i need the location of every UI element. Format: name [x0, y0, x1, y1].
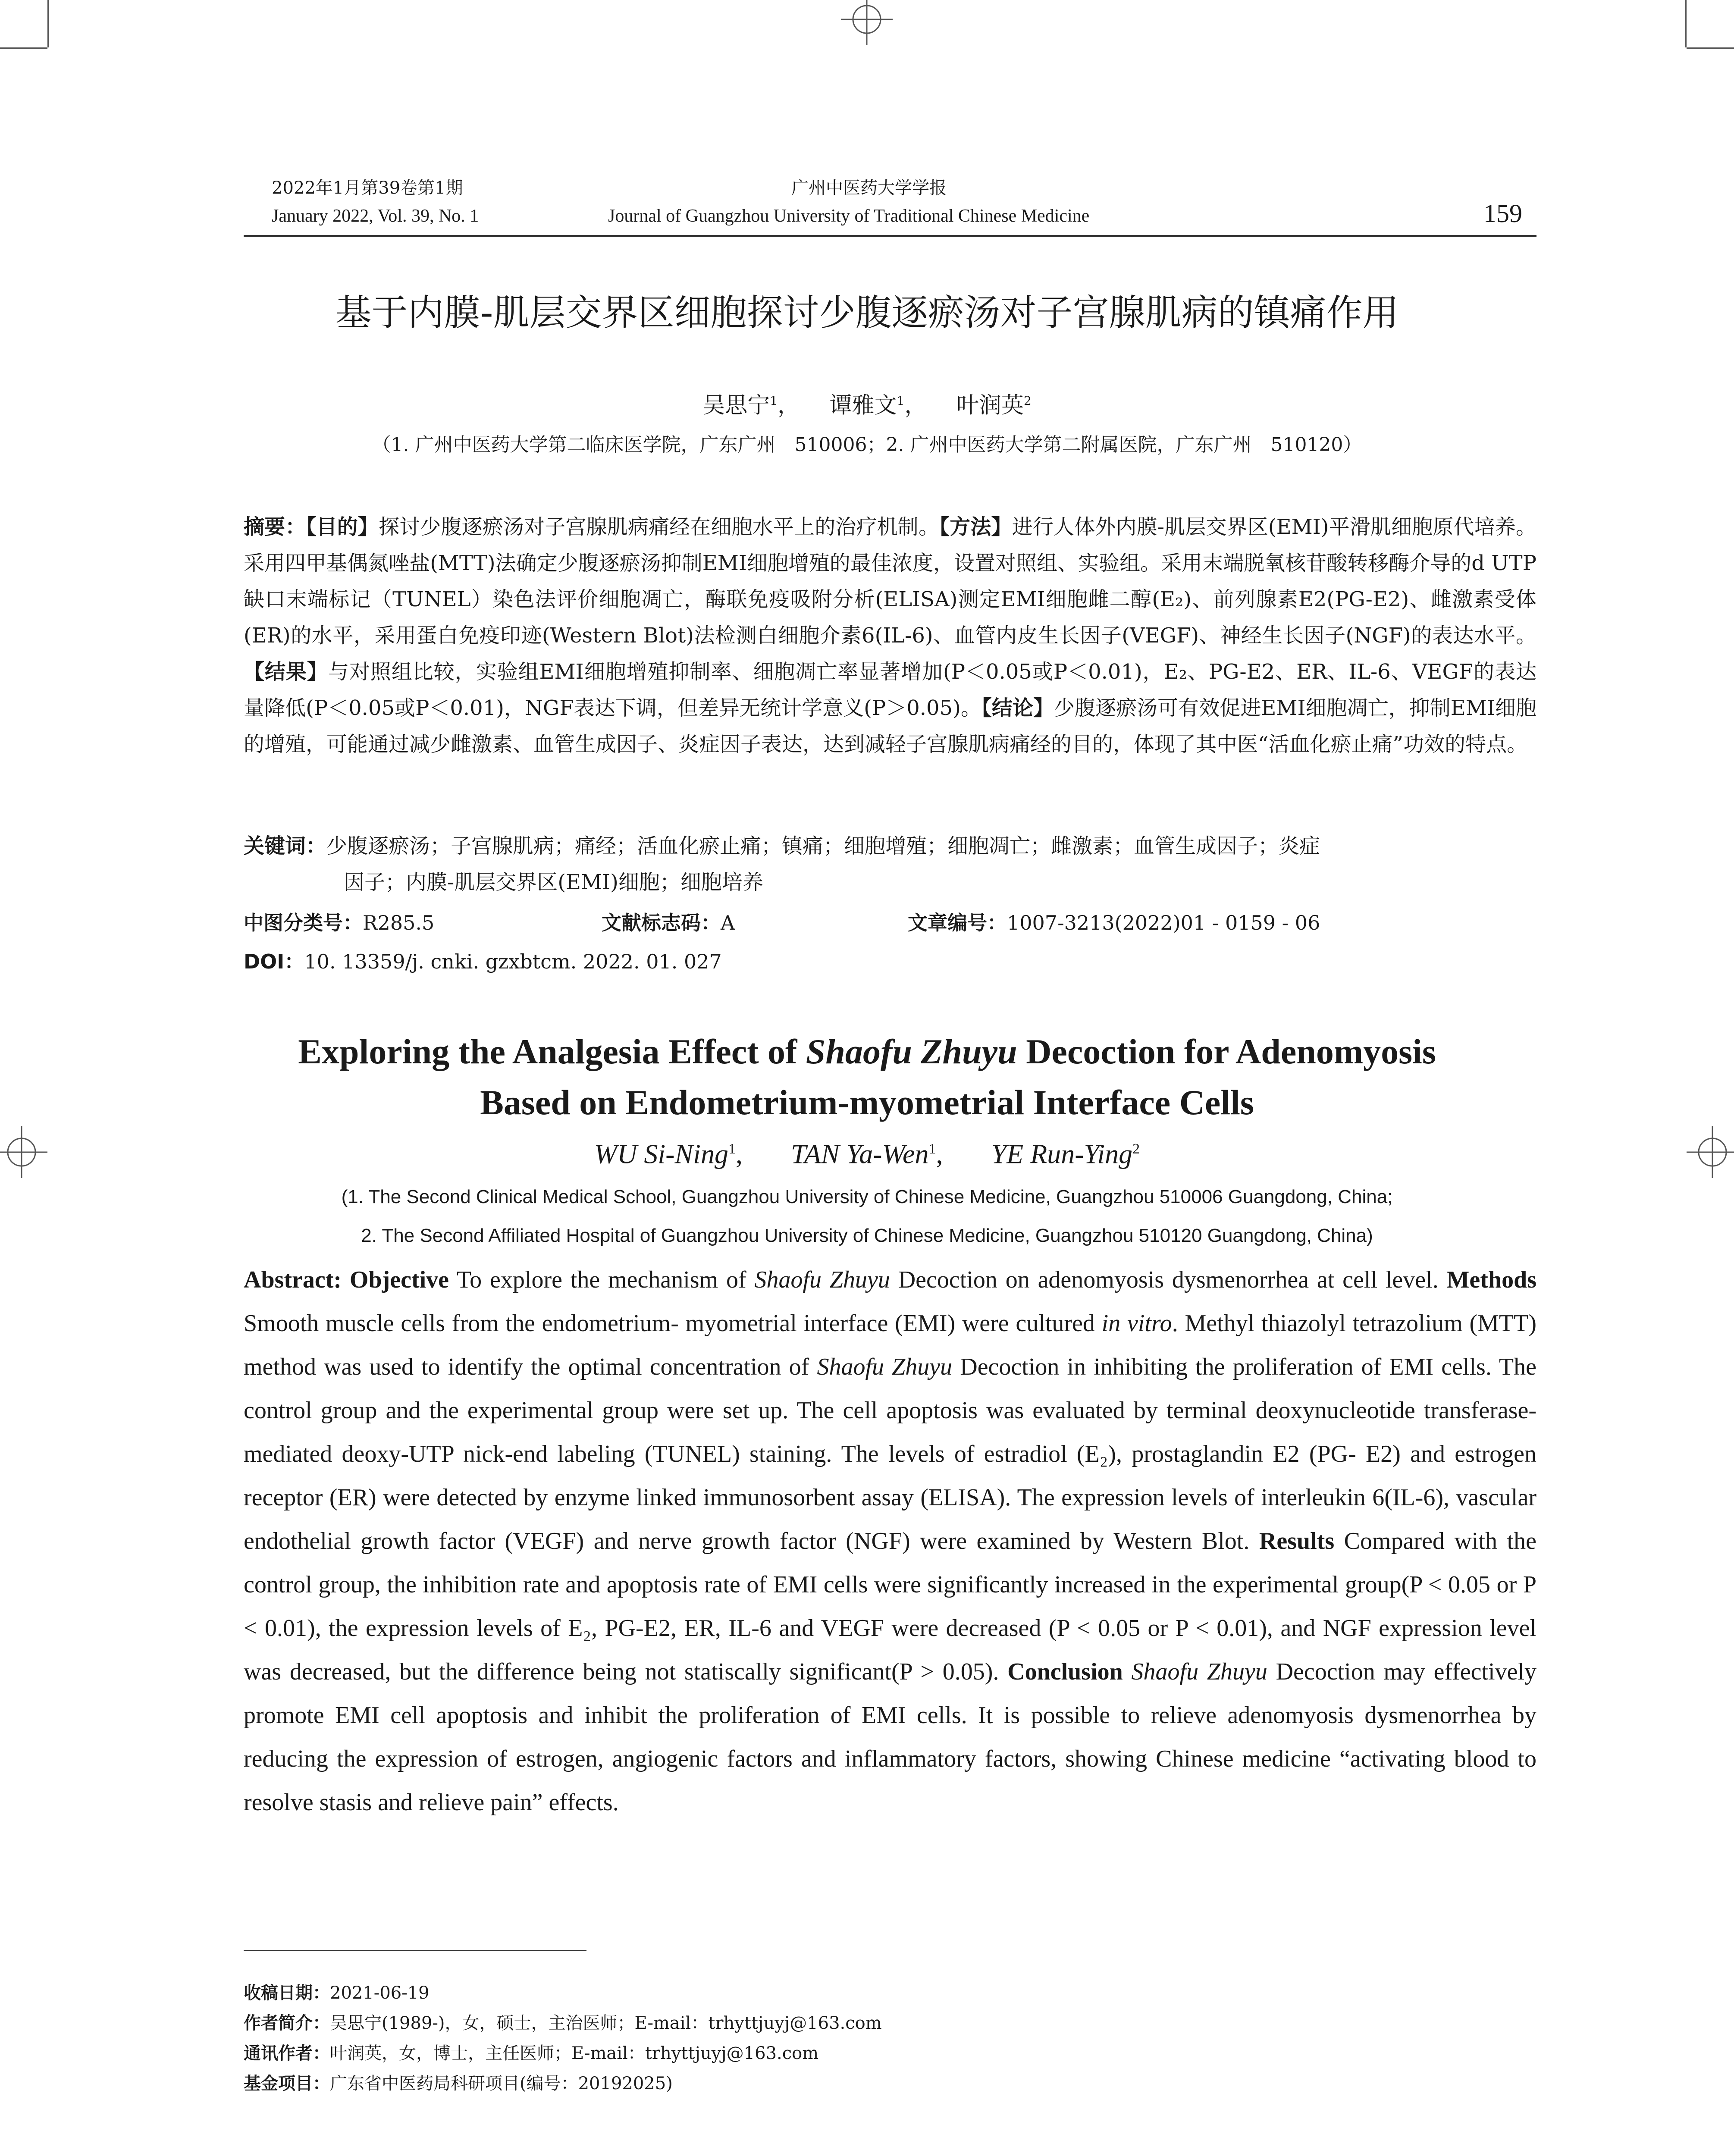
conclusion-cn: 少腹逐瘀汤可有效促进EMI细胞凋亡，抑制EMI细胞的增殖，可能通过减少雌激素、血管生成因子、炎症因子表达，达到减轻子宫腺肌病痛经的目的，体现了其中医“活血化瘀止痛”功效的特点。 [244, 696, 1536, 756]
doi-label: DOI： [244, 950, 304, 973]
affiliation-en-line-2: 2. The Second Affiliated Hospital of Guangzhou University of Chinese Medicine, Guangzhou 510120 Guangdong, China) [361, 1225, 1373, 1246]
affiliation-en-line-1: (1. The Second Clinical Medical School, Guangzhou University of Chinese Medicine, Guangzhou 510006 Guangdong, China; [341, 1186, 1393, 1207]
corresponding-label: 通讯作者： [244, 2043, 330, 2063]
footnote-corresponding [244, 2040, 818, 2067]
author-en-1: WU Si-Ning [594, 1138, 728, 1169]
received-date: 2021-06-19 [330, 1983, 430, 2003]
author-cn-3: 叶润英 [956, 392, 1024, 419]
title-en-part-2: Decoction for Adenomyosis [1017, 1032, 1436, 1071]
title-cn: 基于内膜-肌层交界区细胞探讨少腹逐瘀汤对子宫腺肌病的镇痛作用 [335, 291, 1399, 334]
crop-mark-top-left [47, 0, 49, 47]
footnote-author [244, 2009, 882, 2037]
methods-en-2: . Methyl thiazolyl tetrazolium (MTT) method was used to identify the optimal concentration of [244, 1310, 1536, 1380]
author-en-3: YE Run-Ying [991, 1138, 1133, 1169]
journal-name-cn: 广州中医药大学学报 [791, 178, 947, 198]
objective-cn-label: 【目的】 [306, 515, 379, 539]
document-code-label: 文献标志码： [602, 911, 721, 934]
objective-en-2: Decoction on adenomyosis dysmenorrhea at cell level. [890, 1266, 1447, 1293]
keywords-cn-line-2: 因子；内膜-肌层交界区(EMI)细胞；细胞培养 [344, 870, 763, 894]
funding-info: 广东省中医药局科研项目(编号：20192025) [330, 2074, 673, 2093]
herb-name-italic: Shaofu Zhuyu [754, 1266, 890, 1293]
objective-en-label: Objective [349, 1266, 449, 1293]
footnote-received [244, 1979, 430, 2007]
objective-en-1: To explore the mechanism of [449, 1266, 755, 1293]
methods-cn: 进行人体外内膜-肌层交界区(EMI)平滑肌细胞原代培养。采用四甲基偶氮唑盐(MTT)法确定少腹逐瘀汤抑制EMI细胞增殖的最佳浓度，设置对照组、实验组。采用末端脱氧核苷酸转移酶介导的d UTP缺口末端标记（TUNEL）染色法评价细胞凋亡，酶联免疫吸附分析(ELISA)测定EMI细胞雌二醇(E₂)、前列腺素E2(PG-E2)、雌激素受体(ER)的水平，采用蛋白免疫印迹(Western Blot)法检测白细胞介素6(IL-6)、血管内皮生长因子(VEGF)、神经生长因子(NGF)的表达水平。 [244, 515, 1536, 648]
authors-cn [0, 386, 1734, 420]
classification-line [244, 906, 1537, 940]
conclusion-cn-label: 【结论】 [981, 696, 1054, 720]
received-label: 收稿日期： [244, 1983, 330, 2003]
corresponding-info: 叶润英，女，博士，主任医师；E-mail：trhyttjuyj@163.com [330, 2043, 819, 2063]
author-cn-separator: ， [904, 392, 927, 419]
author-en-2-affil: 1 [928, 1141, 936, 1157]
author-en-3-affil: 2 [1132, 1141, 1140, 1157]
affiliation-cn: （1. 广州中医药大学第二临床医学院，广东广州 510006；2. 广州中医药大学第二附属医院，广东广州 510120） [372, 434, 1362, 456]
results-en: Compared with the control group, the inhibition rate and apoptosis rate of EMI cells were significantly increased in the experimental group(P < 0.05 or P < 0.01), the expression levels of E₂, PG-E2, ER, IL-6 and VEGF were decreased (P < 0.05 or P < 0.01), and NGF expression level was decreased, but the difference being not statiscally significant(P > 0.05). [244, 1528, 1536, 1685]
results-en-label: Results [1259, 1528, 1335, 1554]
article-number-value: 1007-3213(2022)01 - 0159 - 06 [1007, 911, 1320, 934]
registration-mark-top [841, 0, 893, 45]
in-vitro-italic: in vitro [1101, 1310, 1172, 1337]
abstract-en-label: Abstract: [244, 1266, 342, 1293]
results-cn-label: 【结果】 [244, 660, 328, 684]
article-number [908, 906, 1320, 940]
funding-label: 基金项目： [244, 2074, 330, 2093]
footnote-rule [244, 1950, 586, 1951]
article-number-label: 文章编号： [908, 911, 1007, 934]
methods-en-label: Methods [1446, 1266, 1537, 1293]
conclusion-en-label: Conclusion [1007, 1658, 1123, 1685]
crop-mark-top-right [1687, 47, 1734, 49]
methods-en-1: Smooth muscle cells from the endometrium- myometrial interface (EMI) were cultured [244, 1310, 1102, 1337]
document-code-value: A [721, 911, 735, 934]
clc-number [244, 906, 434, 940]
title-en-italic: Shaofu Zhuyu [806, 1032, 1017, 1071]
author-info-label: 作者简介： [244, 2013, 330, 2033]
doi-line [244, 944, 722, 979]
doi-value: 10. 13359/j. cnki. gzxbtcm. 2022. 01. 027 [304, 950, 722, 973]
author-cn-separator: ， [778, 392, 800, 419]
keywords-cn-row-1 [244, 828, 1537, 864]
title-en [0, 1026, 1734, 1128]
author-en-separator: , [735, 1138, 743, 1169]
herb-name-italic: Shaofu Zhuyu [817, 1354, 953, 1380]
herb-name-italic: Shaofu Zhuyu [1131, 1658, 1267, 1685]
title-en-part-1: Exploring the Analgesia Effect of [298, 1032, 806, 1071]
objective-cn: 探讨少腹逐瘀汤对子宫腺肌病痛经在细胞水平上的治疗机制。 [379, 515, 940, 539]
issue-en: January 2022, Vol. 39, No. 1 [272, 206, 479, 226]
methods-en-3: Decoction in inhibiting the proliferation of EMI cells. The control group and the experimental group were set up. The cell apoptosis was evaluated by terminal deoxynucleotide transferase-mediated deoxy-UTP nick-end labeling (TUNEL) staining. The levels of estradiol (E₂), prostaglandin E2 (PG- E2) and estrogen receptor (ER) were detected by enzyme linked immunosorbent assay (ELISA). The expression levels of interleukin 6(IL-6), vascular endothelial growth factor (VEGF) and nerve growth factor (NGF) were examined by Western Blot. [244, 1354, 1536, 1554]
keywords-cn-label: 关键词： [244, 834, 327, 858]
header-rule [244, 235, 1536, 237]
abstract-cn [244, 509, 1536, 762]
author-cn-1: 吴思宁 [702, 392, 770, 419]
page-number: 159 [1483, 199, 1522, 228]
author-cn-3-affil: 2 [1023, 394, 1032, 408]
conclusion-en: Decoction may effectively promote EMI cell apoptosis and inhibit the proliferation of EMI cells. It is possible to relieve adenomyosis dysmenorrhea by reducing the expression of estrogen, angiogenic factors and inflammatory factors, showing Chinese medicine “activating blood to resolve stasis and relieve pain” effects. [244, 1658, 1537, 1816]
title-en-line-2: Based on Endometrium-myometrial Interface Cells [480, 1083, 1254, 1122]
author-en-1-affil: 1 [728, 1141, 736, 1157]
crop-mark-top-left [0, 47, 47, 49]
clc-value: R285.5 [363, 911, 435, 934]
author-en-separator: , [936, 1138, 943, 1169]
authors-en [0, 1132, 1734, 1171]
clc-label: 中图分类号： [244, 911, 363, 934]
abstract-en [244, 1258, 1536, 1824]
issue-cn: 2022年1月第39卷第1期 [272, 178, 463, 198]
results-cn: 与对照组比较，实验组EMI细胞增殖抑制率、细胞凋亡率显著增加(P＜0.05或P＜0.01)，E₂、PG-E2、ER、IL-6、VEGF的表达量降低(P＜0.05或P＜0.01)，NGF表达下调，但差异无统计学意义(P＞0.05)。 [244, 660, 1536, 720]
keywords-cn [244, 828, 1537, 900]
author-cn-2: 谭雅文 [829, 392, 897, 419]
author-en-2: TAN Ya-Wen [790, 1138, 929, 1169]
footnote-funding [244, 2070, 673, 2097]
methods-cn-label: 【方法】 [939, 515, 1012, 539]
abstract-cn-label: 摘要： [244, 515, 306, 539]
author-cn-2-affil: 1 [897, 394, 905, 408]
author-info: 吴思宁(1989-)，女，硕士，主治医师；E-mail：trhyttjuyj@163.com [330, 2013, 882, 2033]
author-cn-1-affil: 1 [770, 394, 778, 408]
crop-mark-top-right [1685, 0, 1687, 47]
keywords-cn-line-1: 少腹逐瘀汤；子宫腺肌病；痛经；活血化瘀止痛；镇痛；细胞增殖；细胞凋亡；雌激素；血管生成因子；炎症 [326, 834, 1320, 858]
journal-name-en: Journal of Guangzhou University of Traditional Chinese Medicine [608, 206, 1090, 226]
document-code [602, 906, 735, 940]
